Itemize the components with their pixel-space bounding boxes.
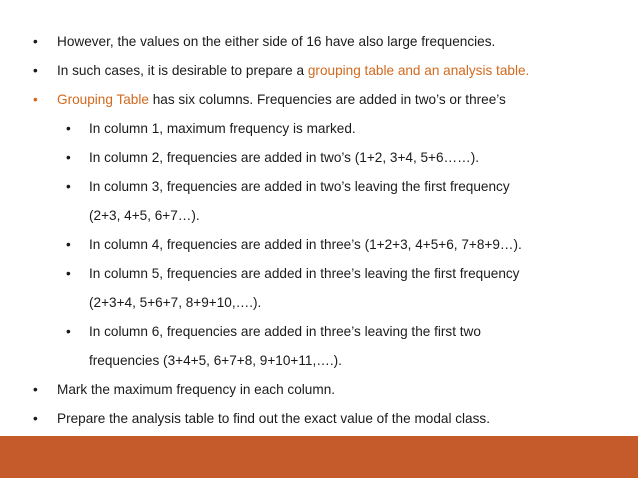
- sub-bullet-item: [0, 172, 638, 201]
- bullet-item: [0, 27, 638, 56]
- bullet-icon: •: [66, 179, 71, 194]
- highlight-text: Grouping Table: [57, 92, 149, 107]
- sub-bullet-continuation: [0, 201, 638, 230]
- bottom-accent-bar: [0, 436, 638, 478]
- sub-bullet-item: [0, 230, 638, 259]
- sub-bullet-text: frequencies (3+4+5, 6+7+8, 9+10+11,….).: [89, 353, 342, 368]
- bullet-item: [0, 375, 638, 404]
- bullet-text: In such cases, it is desirable to prepare a: [57, 63, 308, 78]
- bullet-list: [0, 27, 638, 433]
- sub-bullet-text: (2+3+4, 5+6+7, 8+9+10,….).: [89, 295, 262, 310]
- sub-bullet-text: In column 2, frequencies are added in two’s (1+2, 3+4, 5+6……).: [89, 150, 480, 165]
- bullet-item: [0, 85, 638, 114]
- sub-bullet-continuation: [0, 288, 638, 317]
- bullet-icon: •: [33, 92, 38, 107]
- bullet-icon: •: [66, 237, 71, 252]
- highlight-text: grouping table and an analysis table.: [307, 63, 530, 78]
- sub-bullet-text: In column 1, maximum frequency is marked.: [89, 121, 356, 136]
- sub-bullet-item: [0, 317, 638, 346]
- sub-bullet-text: In column 6, frequencies are added in three’s leaving the first two: [89, 324, 481, 339]
- bullet-text: has six columns. Frequencies are added in two’s or three’s: [148, 92, 506, 107]
- sub-bullet-text: (2+3, 4+5, 6+7…).: [89, 208, 200, 223]
- bullet-icon: •: [66, 266, 71, 281]
- bullet-icon: •: [66, 324, 71, 339]
- sub-bullet-text: In column 3, frequencies are added in two’s leaving the first frequency: [89, 179, 510, 194]
- sub-bullet-text: In column 5, frequencies are added in three’s leaving the first frequency: [89, 266, 520, 281]
- bullet-icon: •: [33, 411, 38, 426]
- bullet-icon: •: [33, 63, 38, 78]
- sub-bullet-item: [0, 143, 638, 172]
- bullet-item: [0, 404, 638, 433]
- sub-bullet-text: In column 4, frequencies are added in three’s (1+2+3, 4+5+6, 7+8+9…).: [89, 237, 522, 252]
- bullet-text: However, the values on the either side of 16 have also large frequencies.: [57, 34, 496, 49]
- bullet-text: Prepare the analysis table to find out the exact value of the modal class.: [57, 411, 490, 426]
- bullet-text: Mark the maximum frequency in each column.: [57, 382, 336, 397]
- bullet-icon: •: [33, 34, 38, 49]
- sub-bullet-continuation: [0, 346, 638, 375]
- sub-bullet-item: [0, 259, 638, 288]
- bullet-icon: •: [66, 121, 71, 136]
- sub-bullet-item: [0, 114, 638, 143]
- bullet-icon: •: [33, 382, 38, 397]
- bullet-icon: •: [66, 150, 71, 165]
- bullet-item: [0, 56, 638, 85]
